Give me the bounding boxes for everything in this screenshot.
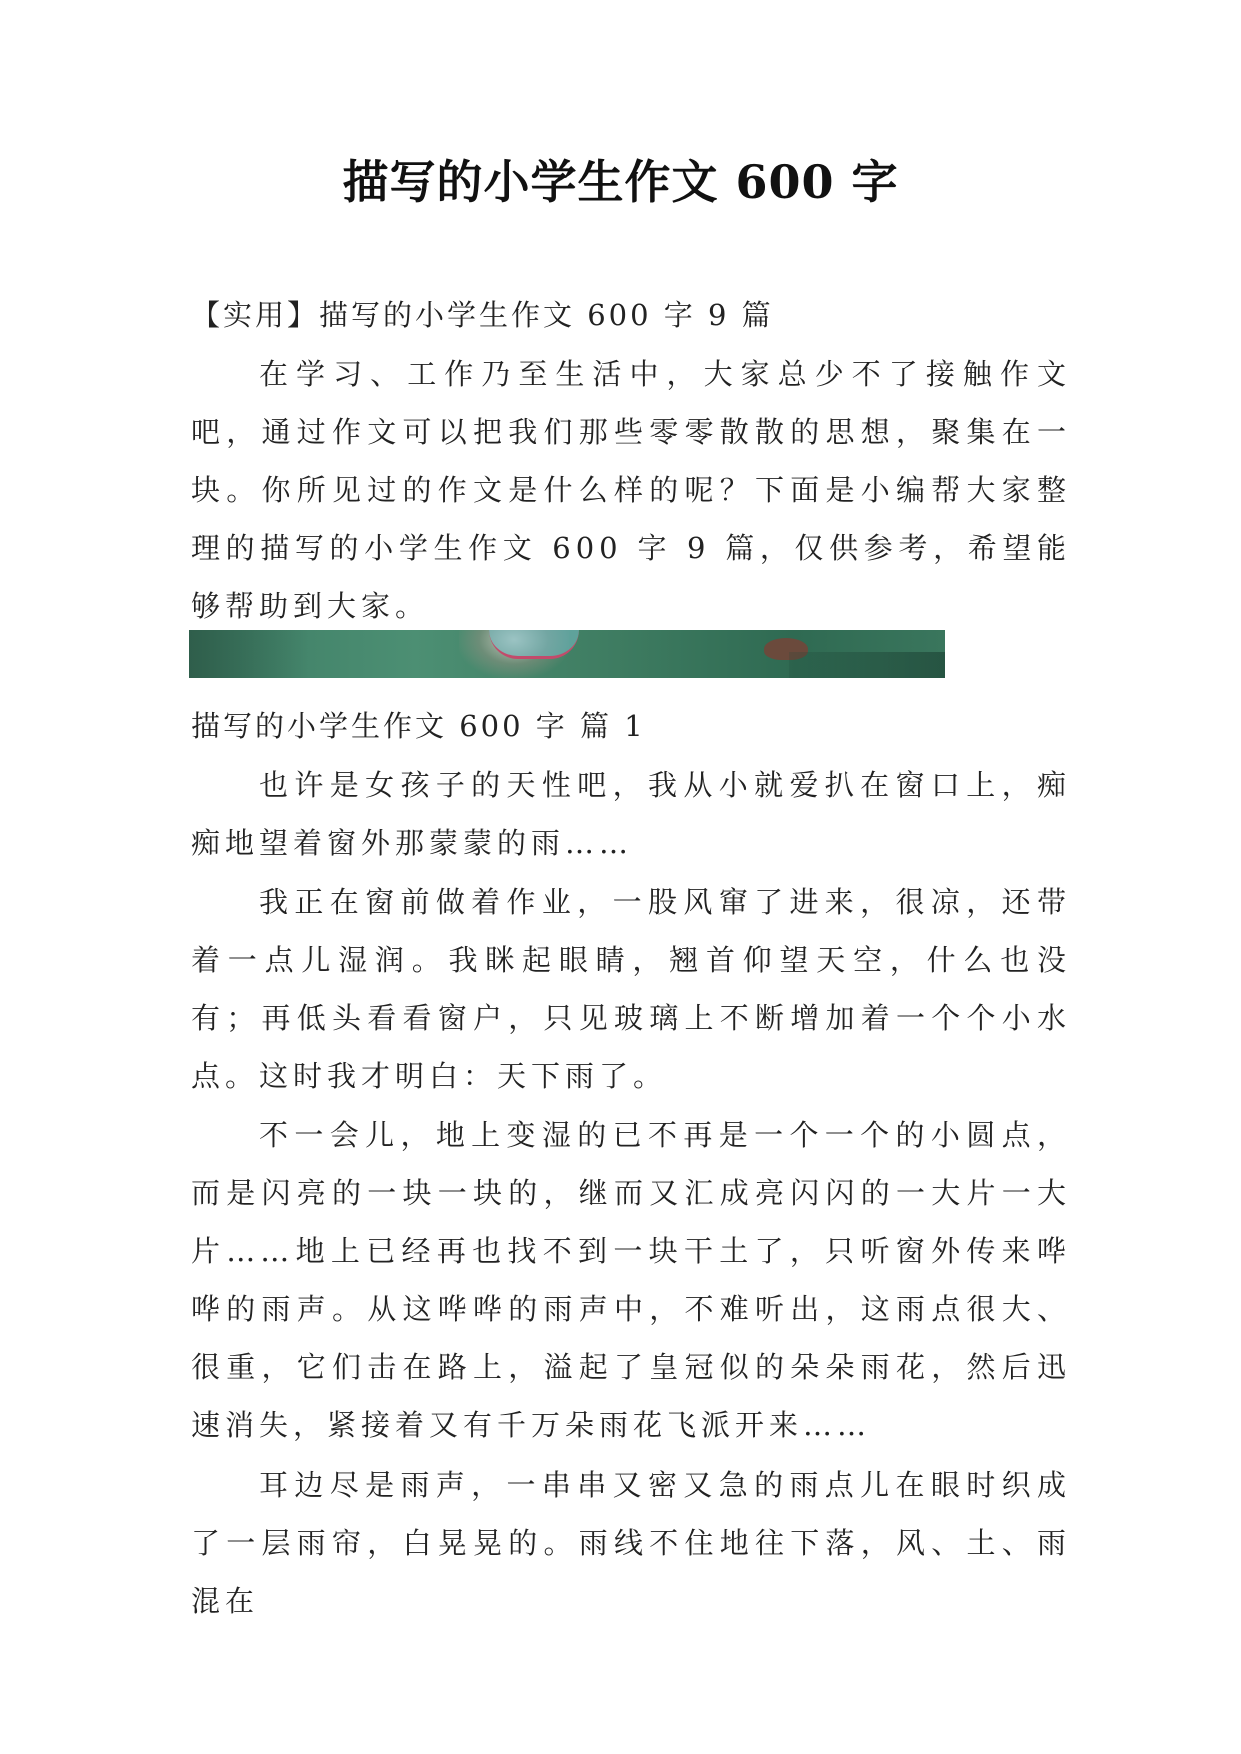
body-paragraph: 不一会儿，地上变湿的已不再是一个一个的小圆点，而是闪亮的一块一块的，继而又汇成亮闪闪的一大片一大片……地上已经再也找不到一块干土了，只听窗外传来哗哗的雨声。从这哗哗的雨声中，不难听出，这雨点很大、很重，它们击在路上，溢起了皇冠似的朵朵雨花，然后迅速消失，紧接着又有千万朵雨花飞派开来…… [191, 1118, 1071, 1442]
document-title: 描写的小学生作文 600 字 [342, 155, 899, 209]
cropped-photo [189, 630, 945, 678]
body-paragraph: 我正在窗前做着作业，一股风窜了进来，很凉，还带着一点儿湿润。我眯起眼睛，翘首仰望天空，什么也没有；再低头看看窗户，只见玻璃上不断增加着一个个小水点。这时我才明白：天下雨了。 [191, 885, 1071, 1093]
body-paragraph: 也许是女孩子的天性吧，我从小就爱扒在窗口上，痴痴地望着窗外那蒙蒙的雨…… [191, 768, 1071, 860]
photo-shadow [789, 652, 945, 678]
section-heading: 描写的小学生作文 600 字 篇 1 [191, 709, 646, 743]
photo-shade [189, 630, 309, 678]
body-paragraph: 耳边尽是雨声，一串串又密又急的雨点儿在眼时织成了一层雨帘，白晃晃的。雨线不住地往下落，风、土、雨混在 [191, 1468, 1071, 1618]
document-subtitle: 【实用】描写的小学生作文 600 字 9 篇 [191, 298, 774, 332]
intro-paragraph: 在学习、工作乃至生活中，大家总少不了接触作文吧，通过作文可以把我们那些零零散散的思想，聚集在一块。你所见过的作文是什么样的呢？下面是小编帮大家整理的描写的小学生作文 600 字 9 篇，仅供参考，希望能够帮助到大家。 [191, 357, 1071, 623]
